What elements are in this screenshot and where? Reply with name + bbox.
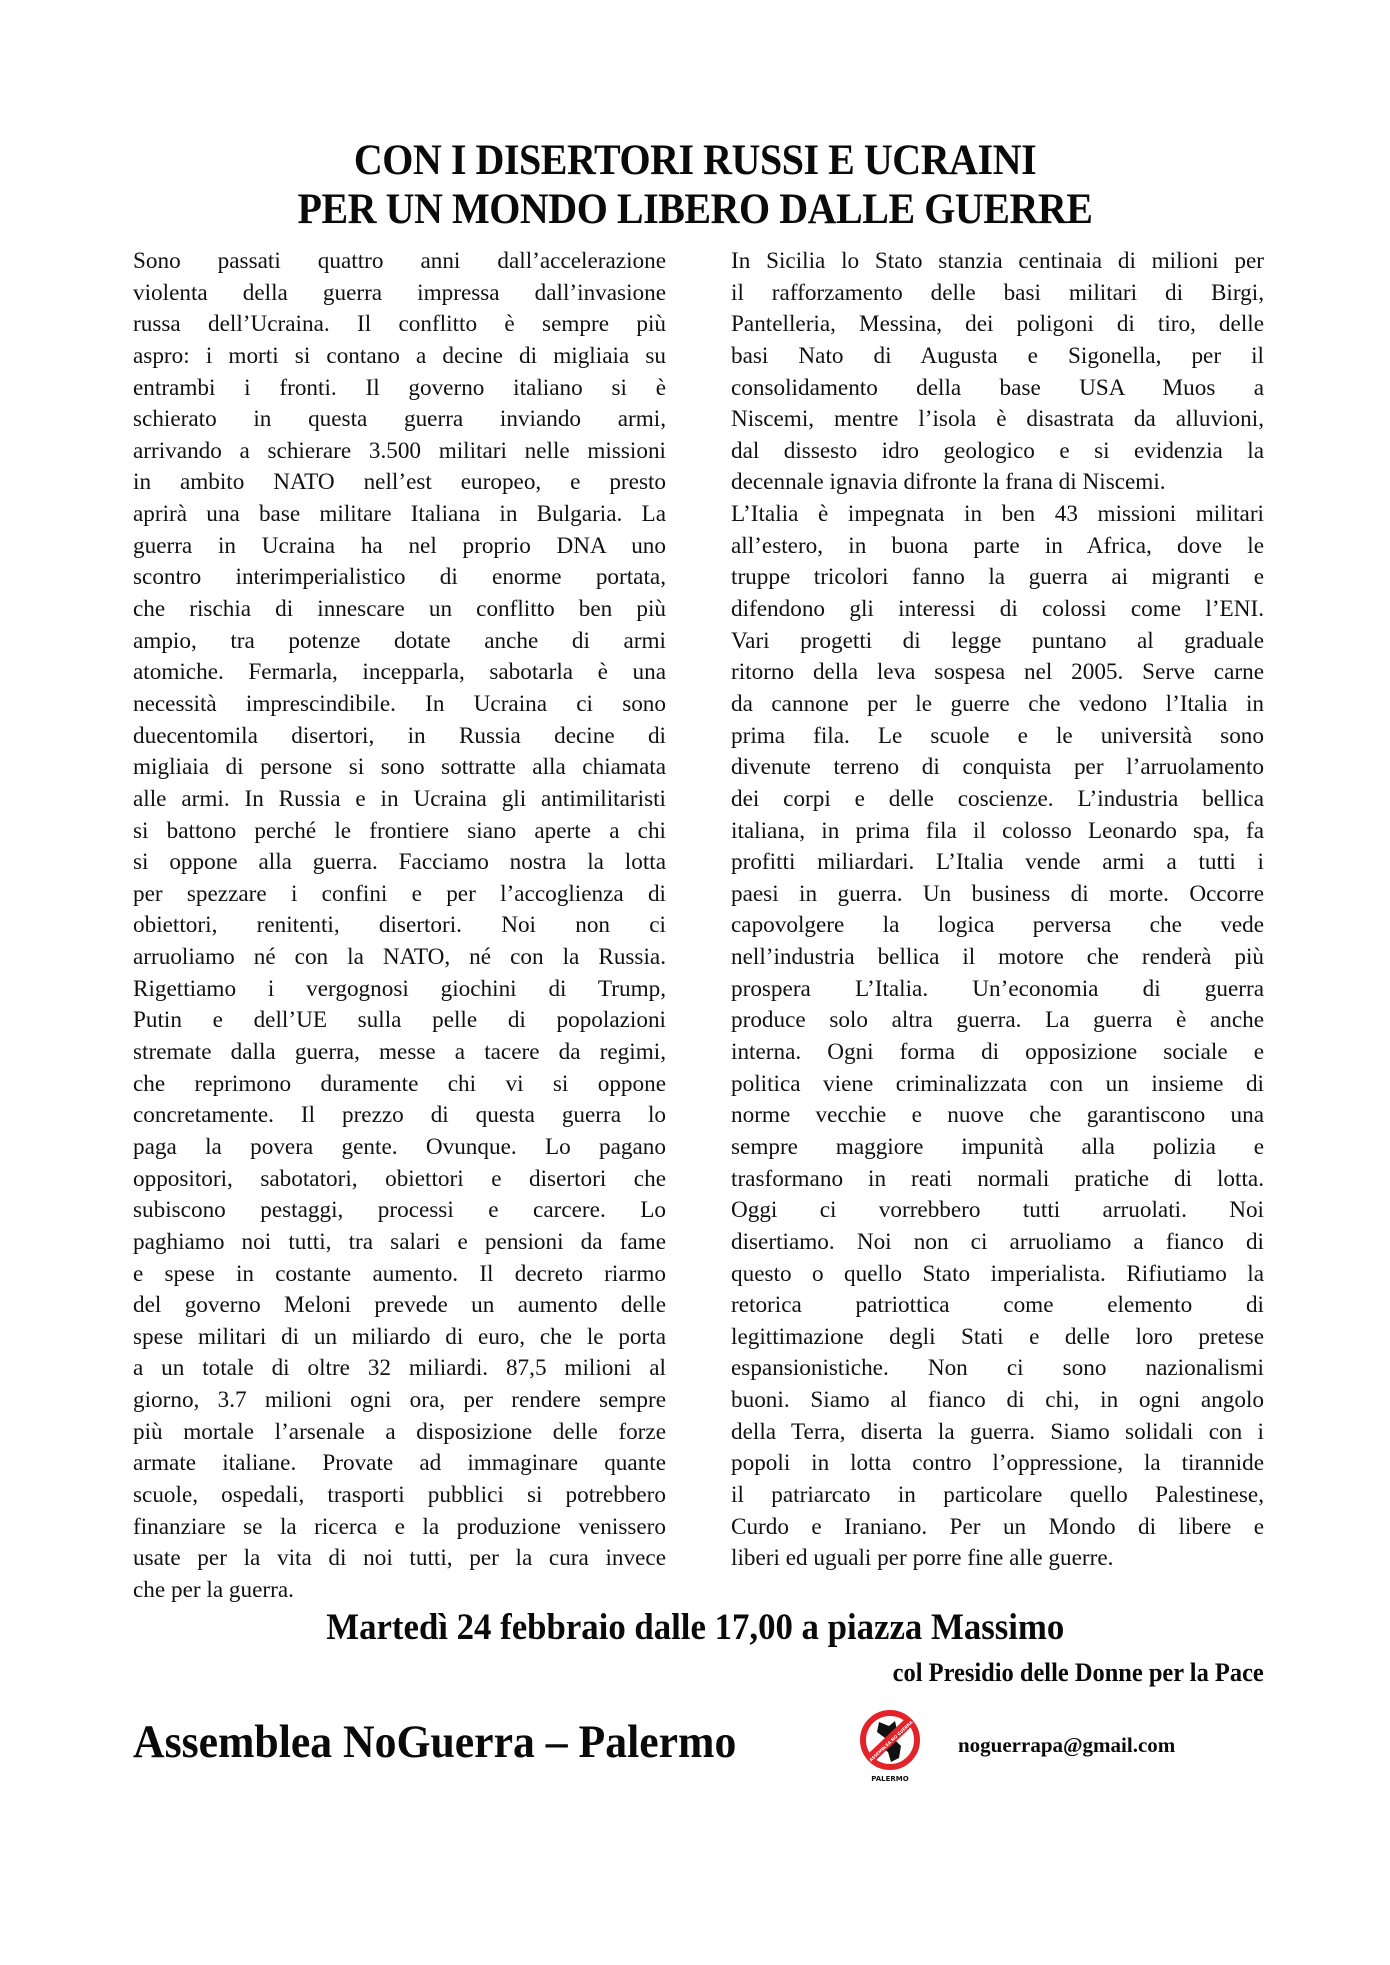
logo-ring-text: ASSEMBLEA NO GUERRA: [868, 1719, 914, 1763]
text-line: il patriarcato in particolare quello Palestinese,: [731, 1481, 1264, 1508]
text-line: entrambi i fronti. Il governo italiano si è: [133, 374, 666, 401]
text-line: norme vecchie e nuove che garantiscono una: [731, 1102, 1264, 1129]
text-line: Curdo e Iraniano. Per un Mondo di libere e: [731, 1513, 1264, 1540]
text-line: trasformano in reati normali pratiche di lotta.: [731, 1165, 1264, 1192]
text-line: dal dissesto idro geologico e si evidenzia la: [731, 437, 1264, 464]
text-line: finanziare se la ricerca e la produzione venissero: [133, 1513, 666, 1540]
text-line: espansionistiche. Non ci sono nazionalismi: [731, 1355, 1264, 1382]
text-line: interna. Ogni forma di opposizione sociale e: [731, 1039, 1264, 1066]
text-line: migliaia di persone si sono sottratte alla chiamata: [133, 754, 666, 781]
text-line: concretamente. Il prezzo di questa guerra lo: [133, 1102, 666, 1129]
text-line: L’Italia è impegnata in ben 43 missioni militari: [731, 501, 1264, 528]
text-line: Putin e dell’UE sulla pelle di popolazioni: [133, 1007, 666, 1034]
text-line: per spezzare i confini e per l’accoglienza di: [133, 880, 666, 907]
text-line: liberi ed uguali per porre fine alle guerre.: [731, 1545, 1114, 1572]
text-line: sempre maggiore impunità alla polizia e: [731, 1133, 1264, 1160]
text-line: scuole, ospedali, trasporti pubblici si potrebbero: [133, 1481, 666, 1508]
text-line: arrivando a schierare 3.500 militari nelle missioni: [133, 437, 666, 464]
text-line: guerra in Ucraina ha nel proprio DNA uno: [133, 532, 666, 559]
text-line: obiettori, renitenti, disertori. Noi non ci: [133, 912, 666, 939]
event-date-place: Martedì 24 febbraio dalle 17,00 a piazza Massimo: [326, 1607, 1065, 1648]
text-line: giorno, 3.7 milioni ogni ora, per rendere sempre: [133, 1387, 666, 1414]
text-line: armate italiane. Provate ad immaginare quante: [133, 1450, 666, 1477]
text-line: legittimazione degli Stati e delle loro pretese: [731, 1323, 1264, 1350]
text-line: Sono passati quattro anni dall’accelerazione: [133, 248, 666, 274]
text-line: che reprimono duramente chi vi si oppone: [133, 1070, 666, 1097]
text-line: della Terra, diserta la guerra. Siamo solidali con i: [731, 1418, 1264, 1445]
text-line: produce solo altra guerra. La guerra è anche: [731, 1007, 1264, 1034]
text-line: e spese in costante aumento. Il decreto riarmo: [133, 1260, 666, 1287]
text-line: aprirà una base militare Italiana in Bulgaria. La: [133, 501, 666, 528]
noguerra-logo: [855, 1708, 925, 1788]
text-line: necessità imprescindibile. In Ucraina ci sono: [133, 690, 666, 717]
right-column: [731, 246, 1264, 1575]
text-line: atomiche. Fermarla, incepparla, sabotarla è una: [133, 659, 666, 686]
text-line: violenta della guerra impressa dall’invasione: [133, 279, 666, 306]
text-line: usate per la vita di noi tutti, per la cura invece: [133, 1545, 666, 1572]
text-line: ritorno della leva sospesa nel 2005. Serve carne: [731, 659, 1264, 686]
text-line: basi Nato di Augusta e Sigonella, per il: [731, 342, 1264, 369]
text-line: stremate dalla guerra, messe a tacere da regimi,: [133, 1039, 666, 1066]
text-line: Pantelleria, Messina, dei poligoni di tiro, delle: [731, 311, 1264, 338]
text-line: oppositori, sabotatori, obiettori e disertori che: [133, 1165, 666, 1192]
contact-email: noguerrapa@gmail.com: [958, 1733, 1176, 1757]
text-line: dei corpi e delle coscienze. L’industria bellica: [731, 785, 1264, 812]
text-line: disertiamo. Noi non ci arruoliamo a fianco di: [731, 1228, 1264, 1255]
text-line: si oppone alla guerra. Facciamo nostra la lotta: [133, 849, 666, 876]
text-line: ampio, tra potenze dotate anche di armi: [133, 627, 666, 654]
text-line: russa dell’Ucraina. Il conflitto è sempre più: [133, 311, 666, 338]
text-line: capovolgere la logica perversa che vede: [731, 912, 1264, 939]
text-line: subiscono pestaggi, processi e carcere. Lo: [133, 1197, 666, 1224]
text-line: In Sicilia lo Stato stanzia centinaia di milioni per: [731, 248, 1264, 274]
text-line: scontro interimperialistico di enorme portata,: [133, 564, 666, 591]
text-line: il rafforzamento delle basi militari di Birgi,: [731, 279, 1264, 306]
title-line-1: CON I DISERTORI RUSSI E UCRAINI: [353, 137, 1037, 184]
text-line: difendono gli interessi di colossi come l’ENI.: [731, 596, 1264, 623]
prohibition-bomb-icon: [855, 1708, 925, 1788]
logo-caption: PALERMO: [871, 1775, 909, 1783]
text-line: Vari progetti di legge puntano al graduale: [731, 627, 1264, 654]
left-column: [133, 246, 666, 1607]
text-line: arruoliamo né con la NATO, né con la Russia.: [133, 944, 666, 971]
event-partner: col Presidio delle Donne per la Pace: [892, 1658, 1264, 1687]
text-line: divenute terreno di conquista per l’arruolamento: [731, 754, 1264, 781]
text-line: prospera L’Italia. Un’economia di guerra: [731, 975, 1264, 1002]
text-line: a un totale di oltre 32 miliardi. 87,5 milioni al: [133, 1355, 666, 1382]
text-line: che per la guerra.: [133, 1576, 294, 1603]
text-line: profitti miliardari. L’Italia vende armi a tutti i: [731, 849, 1264, 876]
text-line: del governo Meloni prevede un aumento delle: [133, 1292, 666, 1319]
text-line: spese militari di un miliardo di euro, che le porta: [133, 1323, 666, 1350]
text-line: paghiamo noi tutti, tra salari e pensioni da fame: [133, 1228, 666, 1255]
text-line: popoli in lotta contro l’oppressione, la tirannide: [731, 1450, 1264, 1477]
text-line: in ambito NATO nell’est europeo, e presto: [133, 469, 666, 496]
text-line: alle armi. In Russia e in Ucraina gli antimilitaristi: [133, 785, 666, 812]
text-line: che rischia di innescare un conflitto ben più: [133, 596, 666, 623]
text-line: Oggi ci vorrebbero tutti arruolati. Noi: [731, 1197, 1264, 1224]
text-line: consolidamento della base USA Muos a: [731, 374, 1264, 401]
text-line: questo o quello Stato imperialista. Rifiutiamo la: [731, 1260, 1264, 1287]
text-line: paga la povera gente. Ovunque. Lo pagano: [133, 1133, 666, 1160]
text-line: buoni. Siamo al fianco di chi, in ogni angolo: [731, 1387, 1264, 1414]
text-line: politica viene criminalizzata con un insieme di: [731, 1070, 1264, 1097]
text-line: truppe tricolori fanno la guerra ai migranti e: [731, 564, 1264, 591]
text-line: prima fila. Le scuole e le università sono: [731, 722, 1264, 749]
text-line: italiana, in prima fila il colosso Leonardo spa, fa: [731, 817, 1264, 844]
text-line: aspro: i morti si contano a decine di migliaia su: [133, 342, 666, 369]
text-line: si battono perché le frontiere siano aperte a chi: [133, 817, 666, 844]
text-line: duecentomila disertori, in Russia decine di: [133, 722, 666, 749]
text-line: decennale ignavia difronte la frana di Niscemi.: [731, 469, 1166, 496]
text-line: schierato in questa guerra inviando armi,: [133, 406, 666, 433]
text-line: retorica patriottica come elemento di: [731, 1292, 1264, 1319]
text-line: nell’industria bellica il motore che renderà più: [731, 944, 1264, 971]
organization-name: Assemblea NoGuerra – Palermo: [133, 1716, 737, 1768]
text-line: Rigettiamo i vergognosi giochini di Trump,: [133, 975, 666, 1002]
title-line-2: PER UN MONDO LIBERO DALLE GUERRE: [297, 186, 1093, 233]
text-line: Niscemi, mentre l’isola è disastrata da alluvioni,: [731, 406, 1264, 433]
text-line: più mortale l’arsenale a disposizione delle forze: [133, 1418, 666, 1445]
text-line: da cannone per le guerre che vedono l’Italia in: [731, 690, 1264, 717]
text-line: paesi in guerra. Un business di morte. Occorre: [731, 880, 1264, 907]
text-line: all’estero, in buona parte in Africa, dove le: [731, 532, 1264, 559]
